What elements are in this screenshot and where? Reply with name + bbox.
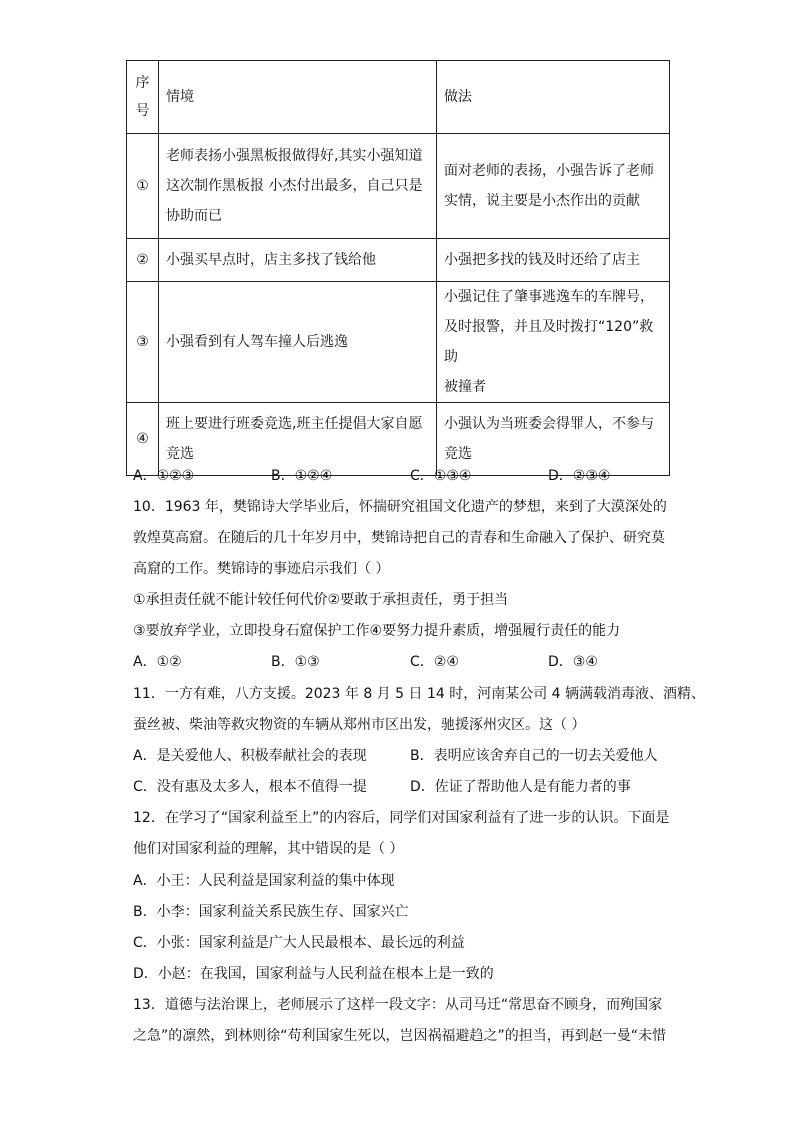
cell-line: 竞选 [166, 446, 194, 462]
table-row [127, 134, 670, 239]
q11-option-d: D．佐证了帮助他人是有能力者的事 [410, 779, 631, 795]
q10-option-d: D．③④ [548, 654, 598, 670]
q11-option-c: C．没有惠及太多人，根本不值得一提 [133, 779, 367, 795]
row-num: ③ [127, 282, 159, 403]
q11-option-b: B．表明应该舍弃自己的一切去关爱他人 [410, 748, 658, 764]
q10-statement: ③要放弃学业，立即投身石窟保护工作④要努力提升素质，增强履行责任的能力 [133, 623, 621, 639]
header-num-text: 序号 [135, 74, 150, 119]
q12-option-a: A．小王：人民利益是国家利益的集中体现 [133, 873, 395, 889]
cell-line: 实情，说主要是小杰作出的贡献 [444, 193, 640, 209]
row-situation [159, 403, 437, 476]
q10-stem-line: 敦煌莫高窟。在随后的几十年岁月中，樊锦诗把自己的青春和生命融入了保护、研究莫 [133, 530, 665, 546]
q13-stem-line: 13．道德与法治课上，老师展示了这样一段文字：从司马迁“常思奋不顾身，而殉国家 [133, 997, 663, 1013]
q12-stem-line: 12．在学习了“国家利益至上”的内容后，同学们对国家利益有了进一步的认识。下面是 [133, 810, 670, 826]
q12-stem-line: 他们对国家利益的理解，其中错误的是（ ） [133, 841, 404, 857]
row-situation [159, 239, 437, 282]
cell-line: 被撞者 [444, 379, 486, 395]
cell-line: 协助而已 [166, 208, 222, 224]
q9-option-d: D．②③④ [548, 468, 611, 484]
cell-line: 班上要进行班委竞选,班主任提倡大家自愿 [166, 416, 423, 432]
cell-line: 竞选 [444, 446, 472, 462]
header-action: 做法 [437, 61, 670, 134]
cell-line: 小强认为当班委会得罪人，不参与 [444, 416, 654, 432]
q9-option-c: C．①③④ [410, 468, 472, 484]
table-row [127, 282, 670, 403]
cell-line: 小强把多找的钱及时还给了店主 [444, 252, 640, 268]
header-situation: 情境 [159, 61, 437, 134]
cell-line: 面对老师的表扬，小强告诉了老师 [444, 163, 654, 179]
q11-option-a: A．是关爱他人、积极奉献社会的表现 [133, 748, 367, 764]
q13-stem-line: 之急”的凛然，到林则徐“苟利国家生死以，岂因祸福避趋之”的担当，再到赵一曼“未惜 [133, 1028, 667, 1044]
table-header-row [127, 61, 670, 134]
q11-stem-line: 11．一方有难，八方支援。2023 年 8 月 5 日 14 时，河南某公司 4 辆满载消毒液、酒精、 [133, 686, 706, 702]
row-action [437, 282, 670, 403]
q10-option-c: C．②④ [410, 654, 459, 670]
row-num: ④ [127, 403, 159, 476]
cell-line: 这次制作黑板报 小杰付出最多，自己只是 [166, 178, 423, 194]
header-num [127, 61, 159, 134]
q12-option-d: D．小赵：在我国，国家利益与人民利益在根本上是一致的 [133, 966, 494, 982]
q10-stem-line: 10．1963 年，樊锦诗大学毕业后，怀揣研究祖国文化遗产的梦想，来到了大漠深处的 [133, 499, 667, 515]
row-situation [159, 134, 437, 239]
q9-option-a: A．①②③ [133, 468, 195, 484]
q10-statement: ①承担责任就不能计较任何代价②要敢于承担责任，勇于担当 [133, 592, 509, 608]
cell-line: 小强记住了肇事逃逸车的车牌号， [444, 289, 654, 305]
scenario-table [126, 60, 670, 476]
q10-stem-line: 高窟的工作。樊锦诗的事迹启示我们（ ） [133, 561, 390, 577]
q11-stem-line: 蚕丝被、柴油等救灾物资的车辆从郑州市区出发，驰援涿州灾区。这（ ） [133, 717, 586, 733]
row-action [437, 403, 670, 476]
table-row [127, 239, 670, 282]
q10-option-b: B．①③ [271, 654, 320, 670]
q12-option-b: B．小李：国家利益关系民族生存、国家兴亡 [133, 904, 409, 920]
row-action [437, 239, 670, 282]
row-num: ② [127, 239, 159, 282]
cell-line: 小强买早点时，店主多找了钱给他 [166, 252, 376, 268]
cell-line: 及时报警，并且及时拨打“120”救助 [444, 319, 654, 365]
row-action [437, 134, 670, 239]
row-situation [159, 282, 437, 403]
row-num: ① [127, 134, 159, 239]
q12-option-c: C．小张：国家利益是广大人民最根本、最长远的利益 [133, 935, 465, 951]
cell-line: 小强看到有人驾车撞人后逃逸 [166, 334, 348, 350]
q10-option-a: A．①② [133, 654, 182, 670]
table-row [127, 403, 670, 476]
cell-line: 老师表扬小强黑板报做得好,其实小强知道 [166, 148, 423, 164]
q9-option-b: B．①②④ [271, 468, 333, 484]
